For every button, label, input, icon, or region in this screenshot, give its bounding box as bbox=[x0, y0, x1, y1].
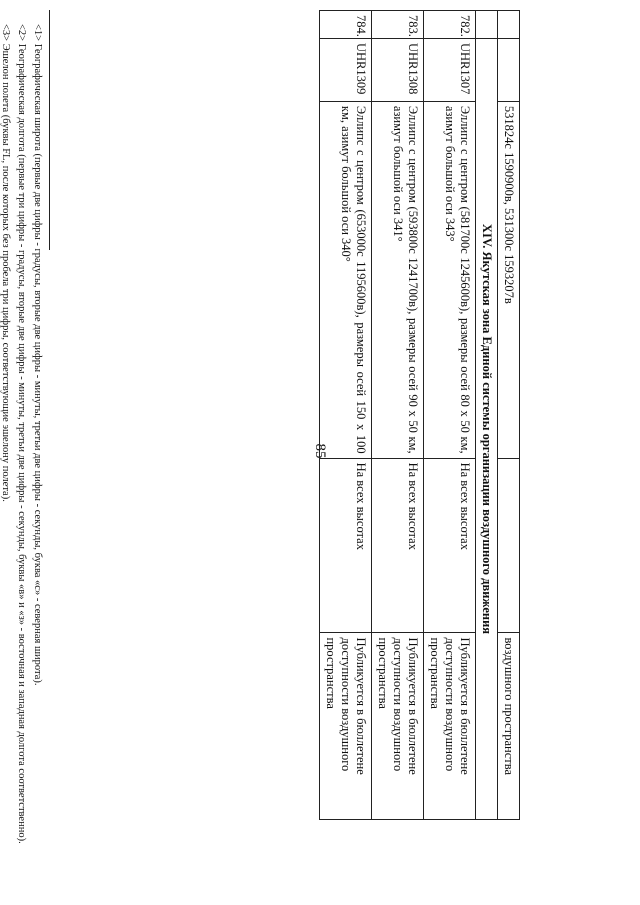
zone-code: UHR1309 bbox=[320, 38, 372, 101]
zone-description: Эллипс с центром (653000с 1195600в), размеры осей 150 x 100 км, азимут большой оси 340° bbox=[320, 101, 372, 458]
zone-altitude: На всех высотах bbox=[424, 458, 476, 633]
table-row bbox=[424, 11, 476, 820]
rotated-content bbox=[0, 10, 520, 890]
row-number: 783. bbox=[372, 11, 424, 39]
table-cell bbox=[498, 11, 520, 39]
table-row bbox=[320, 11, 372, 820]
table-cell bbox=[498, 458, 520, 633]
zone-publication: Публикуется в бюллетене доступности воздушного пространства bbox=[372, 633, 424, 820]
footnote: <2> Географическая долгота (первые три цифры - градусы, вторые две цифры - минуты, третьи две цифры - секунды, буквы «в» и «з» - восточная и западная долгота соответственно). bbox=[16, 24, 27, 844]
footnote: <3> Эшелон полета (буквы FL, после которых без пробела три цифры, соответствующие эшелону полета). bbox=[0, 24, 11, 502]
section-header: XIV. Якутская зона Единой системы организации воздушного движения bbox=[476, 38, 498, 819]
section-header-row bbox=[476, 11, 498, 820]
coordinates-cell: 531824с 1590900в, 531300с 1593207в bbox=[498, 101, 520, 458]
zone-code: UHR1307 bbox=[424, 38, 476, 101]
footnote: <1> Географическая широта (первые две цифры - градусы, вторые две цифры - минуты, третьи две цифры - секунды, буква «с» - северная широта). bbox=[32, 24, 43, 686]
zone-description: Эллипс с центром (593800с 1241700в), размеры осей 90 x 50 км, азимут большой оси 341° bbox=[372, 101, 424, 458]
footnotes bbox=[0, 10, 44, 870]
page-number: 85 bbox=[312, 443, 328, 459]
publication-cell: воздушного пространства bbox=[498, 633, 520, 820]
table-cell bbox=[476, 11, 498, 39]
row-number: 784. bbox=[320, 11, 372, 39]
zone-altitude: На всех высотах bbox=[320, 458, 372, 633]
zone-altitude: На всех высотах bbox=[372, 458, 424, 633]
zone-publication: Публикуется в бюллетене доступности воздушного пространства bbox=[320, 633, 372, 820]
table-cell bbox=[498, 38, 520, 101]
airspace-table bbox=[319, 10, 520, 820]
zone-description: Эллипс с центром (581700с 1245600в), размеры осей 80 x 50 км, азимут большой оси 343° bbox=[424, 101, 476, 458]
row-number: 782. bbox=[424, 11, 476, 39]
zone-code: UHR1308 bbox=[372, 38, 424, 101]
footnote-divider bbox=[49, 10, 50, 250]
table-row bbox=[498, 11, 520, 820]
zone-publication: Публикуется в бюллетене доступности воздушного пространства bbox=[424, 633, 476, 820]
table-row bbox=[372, 11, 424, 820]
